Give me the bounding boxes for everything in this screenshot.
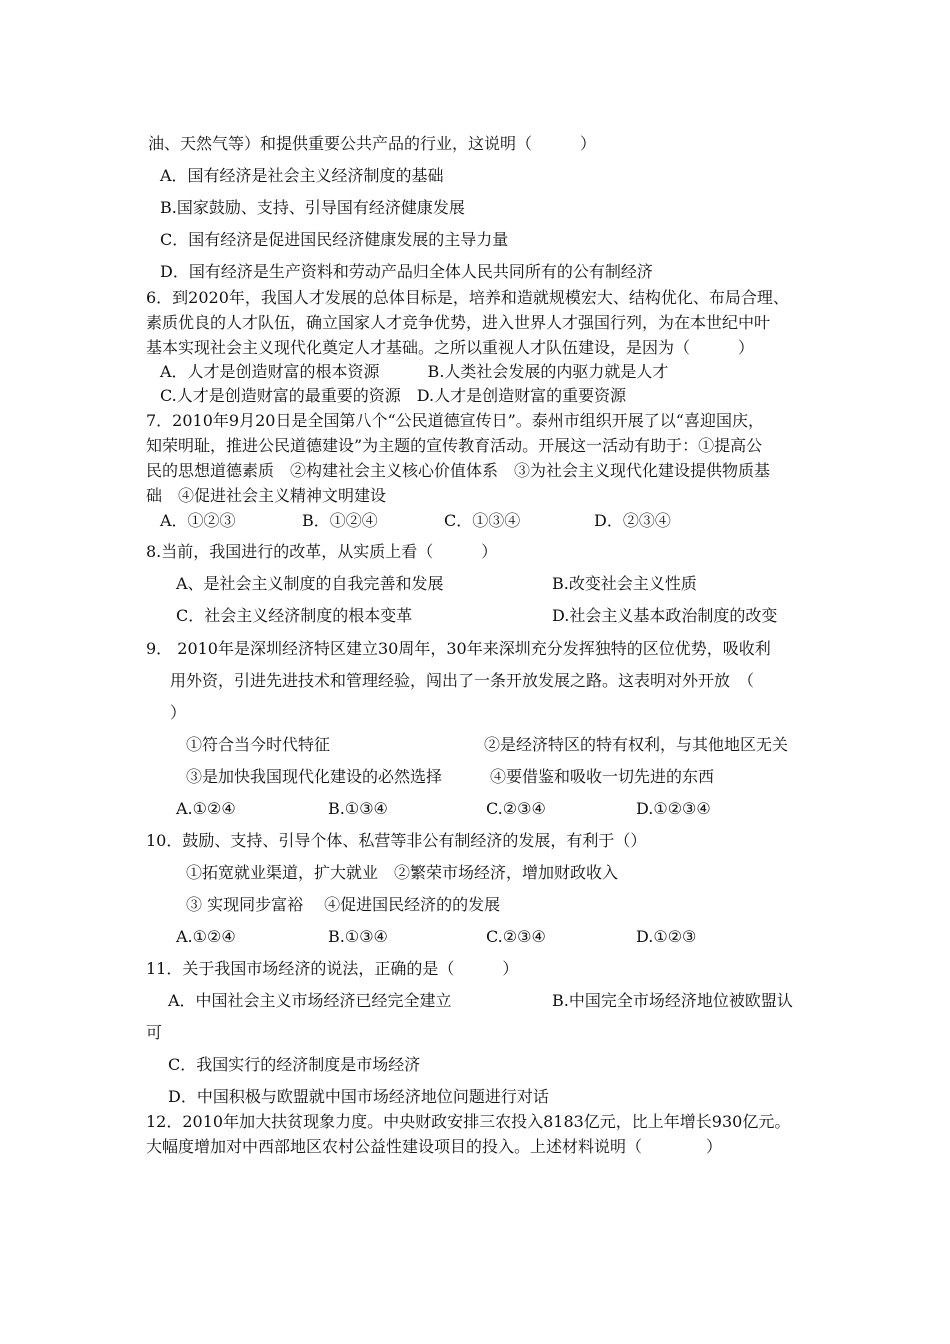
question-6: 6．到2020年，我国人才发展的总体目标是，培养和造就规模宏大、结构优化、布局合理、 xyxy=(146,288,789,307)
option-b: B.改变社会主义性质 xyxy=(552,574,697,593)
question-9: 9． 2010年是深圳经济特区建立30周年，30年来深圳充分发挥独特的区位优势，吸收利 xyxy=(146,639,771,658)
text-line: 础 ④促进社会主义精神文明建设 xyxy=(146,486,387,505)
text-line: 民的思想道德素质 ②构建社会主义核心价值体系 ③为社会主义现代化建设提供物质基 xyxy=(146,461,771,480)
option-c: C．国有经济是促进国民经济健康发展的主导力量 xyxy=(160,230,509,249)
question-10: 10．鼓励、支持、引导个体、私营等非公有制经济的发展，有利于（） xyxy=(146,831,647,850)
statement-3: ③是加快我国现代化建设的必然选择 xyxy=(186,767,443,786)
question-11: 11．关于我国市场经济的说法，正确的是（ ） xyxy=(146,959,519,978)
statement-2: ②是经济特区的特有权利，与其他地区无关 xyxy=(484,735,789,754)
option-c: C．社会主义经济制度的根本变革 xyxy=(176,606,413,625)
option-a: A.①②④ xyxy=(176,799,236,818)
text-line: 基本实现社会主义现代化奠定人才基础。之所以重视人才队伍建设，是因为（ ） xyxy=(146,338,755,357)
text-line: 可 xyxy=(146,1023,163,1042)
option-b: B．①②④ xyxy=(302,511,378,530)
text-line: ） xyxy=(170,703,187,722)
option-c: C．①③④ xyxy=(444,511,521,530)
option-a: A．①②③ xyxy=(160,511,236,530)
question-8: 8.当前，我国进行的改革，从实质上看（ ） xyxy=(146,542,498,561)
text-line: 素质优良的人才队伍，确立国家人才竞争优势，进入世界人才强国行列，为在本世纪中叶 xyxy=(146,313,771,332)
statements-34: ③ 实现同步富裕 ④促进国民经济的的发展 xyxy=(186,895,501,914)
statement-1: ①符合当今时代特征 xyxy=(186,735,331,754)
option-b: B.①③④ xyxy=(328,799,388,818)
option-a: A．中国社会主义市场经济已经完全建立 xyxy=(168,991,452,1010)
text-line: 知荣明耻，推进公民道德建设”为主题的宣传教育活动。开展这一活动有助于：①提高公 xyxy=(146,436,763,455)
option-b: B.中国完全市场经济地位被欧盟认 xyxy=(552,991,793,1010)
option-c: C.②③④ xyxy=(486,799,546,818)
option-d: D．②③④ xyxy=(594,511,671,530)
statements-12: ①拓宽就业渠道，扩大就业 ②繁荣市场经济，增加财政收入 xyxy=(186,863,619,882)
option-b: B.①③④ xyxy=(328,927,388,946)
option-d: D.社会主义基本政治制度的改变 xyxy=(552,606,778,625)
option-d: D．国有经济是生产资料和劳动产品归全体人民共同所有的公有制经济 xyxy=(160,262,653,281)
text-line: 大幅度增加对中西部地区农村公益性建设项目的投入。上述材料说明（ ） xyxy=(146,1137,723,1156)
option-d: D.①②③ xyxy=(636,927,697,946)
question-7: 7．2010年9月20日是全国第八个“公民道德宣传日”。泰州市组织开展了以“喜迎国庆， xyxy=(146,411,764,430)
option-c: C.②③④ xyxy=(486,927,546,946)
option-a: A．国有经济是社会主义经济制度的基础 xyxy=(160,166,444,185)
option-d: D.①②③④ xyxy=(636,799,711,818)
text-line: 油、天然气等）和提供重要公共产品的行业，这说明（ ） xyxy=(148,134,597,153)
text-line: 用外资，引进先进技术和管理经验，闯出了一条开放发展之路。这表明对外开放 （ xyxy=(170,671,755,690)
option-d: D．中国积极与欧盟就中国市场经济地位问题进行对话 xyxy=(168,1087,549,1106)
question-12: 12．2010年加大扶贫现象力度。中央财政安排三农投入8183亿元，比上年增长930亿元。 xyxy=(146,1112,791,1131)
option-a: A、是社会主义制度的自我完善和发展 xyxy=(176,574,444,593)
options-ab: A．人才是创造财富的根本资源 B.人类社会发展的内驱力就是人才 xyxy=(160,362,669,381)
option-a: A.①②④ xyxy=(176,927,236,946)
option-c: C．我国实行的经济制度是市场经济 xyxy=(168,1055,421,1074)
options-cd: C.人才是创造财富的最重要的资源 D.人才是创造财富的重要资源 xyxy=(160,386,627,405)
option-b: B.国家鼓励、支持、引导国有经济健康发展 xyxy=(160,198,465,217)
statement-4: ④要借鉴和吸收一切先进的东西 xyxy=(490,767,715,786)
